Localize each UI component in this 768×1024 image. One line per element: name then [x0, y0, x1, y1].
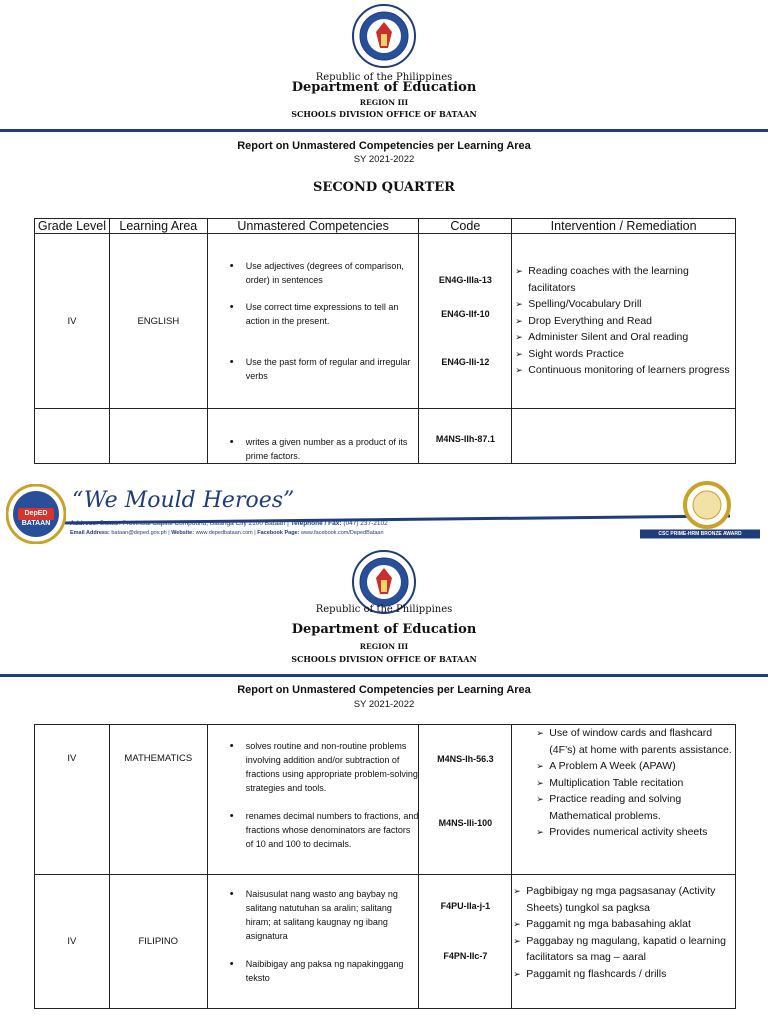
- intervention-item: ➢ Use of window cards and flashcard (4F’s) at home with parents assistance.: [549, 725, 735, 758]
- grade-cell: IV: [35, 875, 110, 1009]
- header-learning-area: Learning Area: [109, 219, 207, 234]
- intervention-item: ➢ Spelling/Vocabulary Drill: [528, 296, 735, 313]
- table-row: [35, 875, 736, 1009]
- republic-text: Republic of the Philippines: [315, 604, 453, 615]
- intervention-item: ➢ Administer Silent and Oral reading: [528, 329, 735, 346]
- facebook-link[interactable]: www.facebook.com/DepedBataan: [300, 530, 384, 536]
- division-text: SCHOOLS DIVISION OFFICE OF BATAAN: [291, 654, 477, 664]
- intervention-cell: [512, 875, 736, 1009]
- code-cell: [419, 234, 512, 409]
- code-cell: [419, 725, 512, 875]
- intervention-item: ➢ Paggamit ng mga babasahing aklat: [526, 916, 735, 933]
- competency-cell: [207, 875, 419, 1009]
- code-text: F4PU-IIa-j-1: [440, 901, 491, 911]
- email-link[interactable]: bataan@deped.gov.ph: [111, 530, 167, 536]
- intervention-item: ➢ A Problem A Week (APAW): [549, 758, 735, 775]
- phone-text: (047) 237-2102: [343, 520, 388, 527]
- grade-cell: [35, 409, 110, 464]
- code-cell: [419, 875, 512, 1009]
- report-title: Report on Unmastered Competencies per Learning Area: [237, 140, 531, 152]
- address-line: Address: Bataan Provincial Capitol Compound, Balanga City 2100 Bataan | Telephone / Fax: (047) 237-2102: [70, 520, 388, 527]
- code-text: EN4G-IIf-10: [441, 309, 490, 319]
- area-cell: FILIPINO: [109, 875, 207, 1009]
- intervention-item: ➢ Practice reading and solving Mathematical problems.: [549, 791, 735, 824]
- table-row: [35, 234, 736, 409]
- intervention-item: ➢ Reading coaches with the learning facilitators: [528, 263, 735, 296]
- header-grade-level: Grade Level: [35, 219, 110, 234]
- header-unmastered-competencies: Unmastered Competencies: [207, 219, 419, 234]
- competency-item: • Use correct time expressions to tell an action in the present.: [246, 300, 419, 328]
- code-text: M4NS-IIh-87.1: [435, 434, 495, 444]
- competency-item: • Naisusulat nang wasto ang baybay ng salitang natutuhan sa aralin; salitang hiram; at salitang kaugnay ng ibang asignatura: [246, 887, 419, 943]
- competency-item: • renames decimal numbers to fractions, and fractions whose denominators are factors of 10 and 100 to decimals.: [246, 809, 419, 851]
- competency-item: • Use the past form of regular and irregular verbs: [246, 355, 419, 383]
- competency-item: • Naibibigay ang paksa ng napakinggang teksto: [246, 957, 419, 985]
- award-badge-icon: [678, 480, 736, 530]
- intervention-cell: [512, 234, 736, 409]
- area-cell: ENGLISH: [109, 234, 207, 409]
- competency-table-page1: [34, 218, 736, 464]
- deped-seal-logo: [352, 4, 416, 68]
- header-rule: [0, 674, 768, 677]
- header-code: Code: [419, 219, 512, 234]
- code-cell: [419, 409, 512, 464]
- intervention-item: ➢ Multiplication Table recitation: [549, 775, 735, 792]
- competency-item: • solves routine and non-routine problems involving addition and/or subtraction of fractions using appropriate problem-solving strategies and tools.: [246, 739, 419, 795]
- intervention-item: ➢ Paggamit ng flashcards / drills: [526, 966, 735, 983]
- intervention-item: ➢ Drop Everything and Read: [528, 313, 735, 330]
- intervention-item: ➢ Provides numerical activity sheets: [549, 824, 735, 841]
- code-text: M4NS-IIi-100: [438, 818, 493, 828]
- department-title: Department of Education: [291, 622, 477, 637]
- division-text: SCHOOLS DIVISION OFFICE OF BATAAN: [291, 109, 477, 119]
- intervention-item: ➢ Pagbibigay ng mga pagsasanay (Activity Sheets) tungkol sa pagksa: [526, 883, 735, 916]
- intervention-cell: [512, 409, 736, 464]
- competency-item: • Use adjectives (degrees of comparison, order) in sentences: [246, 259, 419, 287]
- school-year: SY 2021-2022: [353, 699, 415, 710]
- award-text: CSC PRIME-HRM BRONZE AWARD: [658, 531, 742, 537]
- competency-item: • writes a given number as a product of its prime factors.: [246, 435, 419, 463]
- quarter-title: SECOND QUARTER: [313, 180, 455, 195]
- grade-cell: IV: [35, 725, 110, 875]
- header-intervention: Intervention / Remediation: [512, 219, 736, 234]
- code-text: M4NS-Ih-56.3: [437, 754, 494, 764]
- table-header-row: [35, 219, 736, 234]
- competency-cell: [207, 234, 419, 409]
- address-text: Bataan Provincial Capitol Compound, Balanga City 2100 Bataan: [100, 520, 286, 527]
- school-year: SY 2021-2022: [353, 154, 415, 165]
- intervention-item: ➢ Continuous monitoring of learners progress: [528, 362, 735, 379]
- area-cell: [109, 409, 207, 464]
- header-rule: [0, 129, 768, 132]
- code-text: EN4G-IIIa-13: [438, 275, 492, 285]
- report-title: Report on Unmastered Competencies per Learning Area: [237, 684, 531, 696]
- contact-line: Email Address: bataan@deped.gov.ph | Website: www.depedbataan.com | Facebook Page: www.facebook.com/DepedBataan: [70, 530, 384, 536]
- logo-text: DepED BATAAN: [21, 510, 51, 527]
- code-text: EN4G-IIi-12: [441, 357, 490, 367]
- department-title: Department of Education: [291, 80, 477, 95]
- table-row: [35, 409, 736, 464]
- competency-table-page2: [34, 724, 736, 1009]
- competency-cell: [207, 409, 419, 464]
- intervention-item: ➢ Sight words Practice: [528, 346, 735, 363]
- intervention-item: ➢ Paggabay ng magulang, kapatid o learning facilitators sa mag – aaral: [526, 933, 735, 966]
- website-link[interactable]: www.depedbataan.com: [195, 530, 253, 536]
- intervention-cell: [512, 725, 736, 875]
- competency-cell: [207, 725, 419, 875]
- letterhead-footer: [0, 476, 768, 546]
- region-text: REGION III: [359, 642, 409, 651]
- area-cell: MATHEMATICS: [109, 725, 207, 875]
- code-text: F4PN-IIc-7: [443, 951, 488, 961]
- republic-text: Republic of the Philippines: [315, 72, 453, 83]
- region-text: REGION III: [359, 98, 409, 107]
- grade-cell: IV: [35, 234, 110, 409]
- deped-bataan-logo: [6, 484, 66, 544]
- motto-text: “We Mould Heroes”: [72, 488, 295, 513]
- table-row: [35, 725, 736, 875]
